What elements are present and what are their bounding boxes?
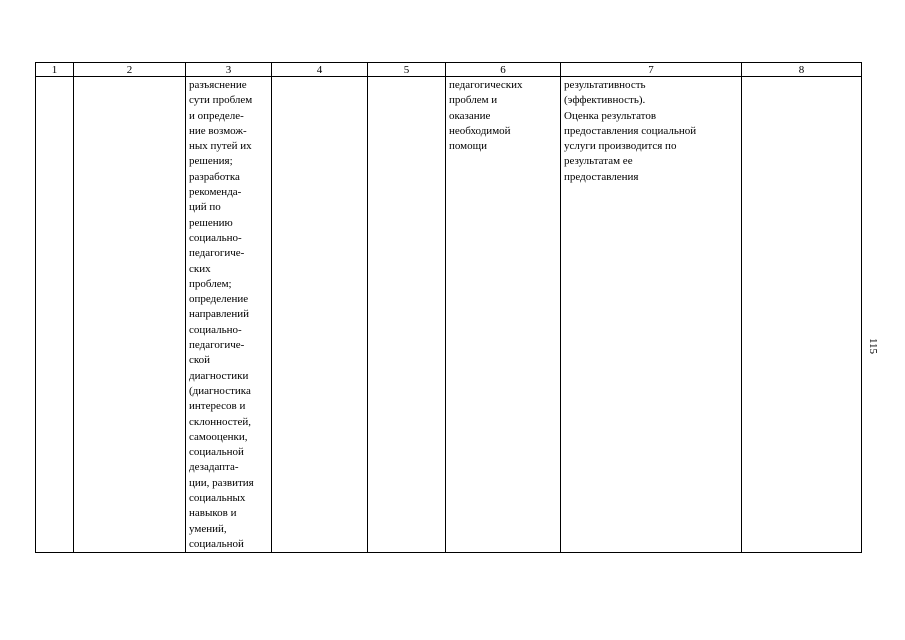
cell-col1 (36, 77, 74, 553)
cell-text-line: ции, развития (189, 476, 254, 489)
cell-col5 (368, 77, 446, 553)
page-number: 115 (867, 337, 879, 355)
cell-col2 (74, 77, 186, 553)
cell-text-line: социально- (189, 231, 242, 244)
cell-text-line: самооценки, (189, 430, 248, 443)
cell-col8 (742, 77, 862, 553)
header-cell-7: 7 (561, 63, 742, 77)
cell-text-line: услуги производится по (564, 140, 677, 153)
cell-text-line: результатам ее (564, 155, 633, 168)
header-cell-6: 6 (446, 63, 561, 77)
cell-text-line: рекоменда- (189, 186, 242, 199)
cell-text-line: социальной (189, 537, 244, 550)
header-cell-4: 4 (272, 63, 368, 77)
cell-text-line: предоставления социальной (564, 124, 697, 137)
header-cell-5: 5 (368, 63, 446, 77)
cell-col4 (272, 77, 368, 553)
cell-text-line: ской (189, 354, 211, 367)
cell-text-line: социально- (189, 323, 242, 336)
cell-text-line: (диагностика (189, 384, 251, 397)
cell-text-line: определение (189, 293, 249, 306)
cell-text-line: социальных (189, 492, 246, 505)
cell-text-line: сути проблем (189, 94, 253, 107)
cell-text-line: ций по (189, 201, 221, 214)
cell-text-line: ных путей их (189, 140, 252, 153)
header-cell-3: 3 (186, 63, 272, 77)
header-cell-1: 1 (36, 63, 74, 77)
cell-text-line: результативность (564, 79, 646, 91)
header-row (36, 63, 862, 77)
cell-text-line: проблем и (449, 94, 498, 107)
cell-text-line: оказание (449, 109, 491, 122)
cell-col6 (446, 77, 561, 553)
cell-text-line: педагогических (449, 79, 523, 91)
cell-col7 (561, 77, 742, 553)
cell-text-line: навыков и (189, 507, 237, 520)
cell-text-line: умений, (189, 522, 227, 535)
header-cell-8: 8 (742, 63, 862, 77)
cell-col3 (186, 77, 272, 553)
cell-text-line: педагогиче- (189, 339, 245, 352)
cell-text-line: и определе- (189, 109, 244, 122)
cell-text-line: помощи (449, 140, 487, 153)
cell-text-line: разработка (189, 170, 240, 183)
cell-text-line: интересов и (189, 400, 246, 413)
cell-text-line: дезадапта- (189, 461, 239, 474)
cell-text-line: проблем; (189, 277, 232, 290)
cell-text-line: социальной (189, 446, 244, 459)
cell-text-line: направлений (189, 308, 249, 321)
cell-text-line: решению (189, 216, 233, 229)
cell-text-line: предоставления (564, 170, 639, 183)
cell-text-line: решения; (189, 155, 233, 168)
cell-text-line: ние возмож- (189, 124, 247, 137)
cell-text-line: педагогиче- (189, 247, 245, 260)
cell-text-line: ских (189, 262, 211, 275)
cell-text-line: (эффективность). (564, 94, 646, 107)
cell-text-line: Оценка результатов (564, 109, 657, 122)
header-cell-2: 2 (74, 63, 186, 77)
cell-text-line: необходимой (449, 124, 511, 137)
cell-text-line: склонностей, (189, 415, 251, 428)
cell-text-line: диагностики (189, 369, 249, 382)
table-row (36, 77, 862, 553)
cell-text-line: разъяснение (189, 79, 247, 91)
services-table (35, 62, 862, 553)
